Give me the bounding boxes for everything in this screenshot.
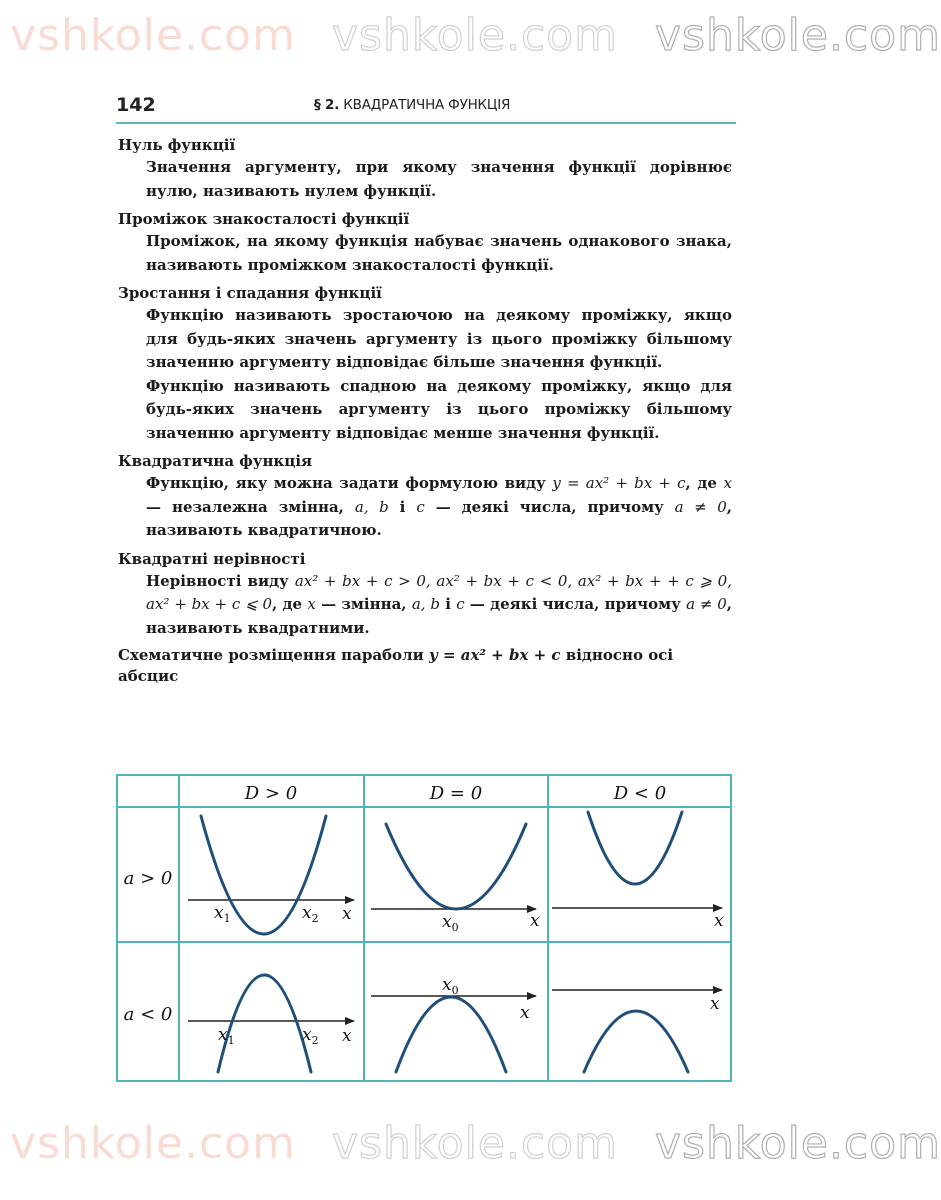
formula-quadratic: y = ax² + bx + c <box>552 474 686 492</box>
axis-label-x: x <box>342 1026 352 1046</box>
root-label-x0: $x_0$ <box>442 912 459 934</box>
watermark-text: vshkole.com <box>332 10 618 61</box>
parabola-a-neg-d-neg <box>584 1011 688 1072</box>
watermark-text: vshkole.com <box>655 10 941 61</box>
coefficients-ab: a, b <box>411 595 440 613</box>
axis-label-x: x <box>520 1003 530 1023</box>
section-title: КВАДРАТИЧНА ФУНКЦІЯ <box>343 97 511 113</box>
col-header-d-negative: D < 0 <box>613 783 667 804</box>
text-fragment: , де <box>685 474 724 492</box>
page-content <box>118 134 732 687</box>
text-fragment: — змінна, <box>315 595 412 613</box>
coefficient-c: c <box>456 595 465 613</box>
watermark-text: vshkole.com <box>332 1118 618 1169</box>
watermark-text: vshkole.com <box>10 10 296 61</box>
text-fragment: Нерівності виду <box>146 571 295 590</box>
running-title <box>314 97 510 113</box>
coefficients-ab: a, b <box>354 497 389 516</box>
axes <box>188 900 722 1021</box>
col-header-d-positive: D > 0 <box>244 783 298 804</box>
heading-increasing-decreasing: Зростання і спадання функції <box>118 284 382 302</box>
row-header-a-positive: a > 0 <box>123 868 173 889</box>
axis-label-x: x <box>530 911 540 931</box>
text-fragment: — деякі числа, причому <box>464 595 687 613</box>
root-label-x1: $x_1$ <box>218 1025 235 1047</box>
axis-label-x: x <box>710 994 720 1014</box>
definition-zero-of-function: Значення аргументу, при якому значення функції дорівнює нулю, називають нулем функції. <box>146 158 732 200</box>
table-grid <box>117 775 731 1081</box>
text-fragment: , називають квадратними. <box>146 595 732 637</box>
col-header-d-zero: D = 0 <box>429 783 483 804</box>
root-label-x0: $x_0$ <box>442 975 459 997</box>
text-fragment: відносно осі абсцис <box>118 646 674 685</box>
page-number: 142 <box>116 94 156 116</box>
heading-quadratic-inequalities: Квадратні нерівності <box>118 549 306 568</box>
page-header <box>116 92 736 124</box>
variable-x: x <box>723 474 732 492</box>
text-fragment: , де <box>272 595 308 613</box>
parabola-table <box>116 774 732 1082</box>
definition-increasing: Функцію називають зростаючою на деякому проміжку, якщо для будь-яких значень аргументу із цього проміжку більшому значенню аргументу відповідає більше значення функції. <box>146 306 732 371</box>
coefficient-c: c <box>416 497 425 516</box>
definition-quadratic-function <box>146 472 732 543</box>
section-marker: § 2. <box>314 97 340 113</box>
parabola-a-pos-d-zero <box>386 824 526 909</box>
variable-x: x <box>307 595 316 613</box>
root-label-x1: $x_1$ <box>214 903 231 925</box>
definition-quadratic-inequalities <box>146 570 732 641</box>
definition-decreasing: Функцію називають спадною на деякому проміжку, якщо для будь-яких значень аргументу із цього проміжку більшому значенню аргументу відповідає менше значення функції. <box>146 376 732 442</box>
parabola-table-svg <box>116 774 732 1082</box>
watermark-text: vshkole.com <box>10 1118 296 1169</box>
parabola-a-pos-d-neg <box>588 812 682 884</box>
text-fragment: — незалежна змінна, <box>146 497 355 516</box>
text-fragment: Функцію, яку можна задати формулою виду <box>146 474 553 492</box>
condition-a-nonzero: a ≠ 0 <box>686 595 727 613</box>
heading-quadratic-function: Квадратична функція <box>118 452 313 470</box>
watermark-text: vshkole.com <box>655 1118 941 1169</box>
parabola-a-neg-d-zero <box>396 997 506 1072</box>
text-fragment: Схематичне розміщення параболи <box>118 646 429 664</box>
heading-parabola-schema <box>118 645 732 687</box>
row-header-a-negative: a < 0 <box>123 1004 173 1025</box>
definition-constant-sign-interval: Проміжок, на якому функція набуває значень однакового знака, називають проміжком знакосталості функції. <box>146 232 732 274</box>
heading-constant-sign-interval: Проміжок знакосталості функції <box>118 210 410 228</box>
formula-parabola: y = ax² + bx + c <box>429 646 561 664</box>
text-fragment: — деякі числа, причому <box>424 497 675 516</box>
text-fragment: і <box>388 497 417 516</box>
parabola-a-neg-d-pos <box>218 975 311 1072</box>
root-label-x2: $x_2$ <box>302 1025 319 1047</box>
axis-label-x: x <box>714 911 724 931</box>
text-fragment: і <box>439 595 457 613</box>
condition-a-nonzero: a ≠ 0 <box>674 497 727 516</box>
formula-inequalities: ax² + bx + c > 0, ax² + bx + c < 0, ax² + bx + + c ⩾ 0, ax² + bx + c ⩽ 0 <box>146 571 732 613</box>
root-label-x2: $x_2$ <box>302 903 319 925</box>
heading-zero-of-function: Нуль функції <box>118 136 236 154</box>
text-fragment: , називають квадратичною. <box>146 497 732 539</box>
axis-label-x: x <box>342 904 352 924</box>
